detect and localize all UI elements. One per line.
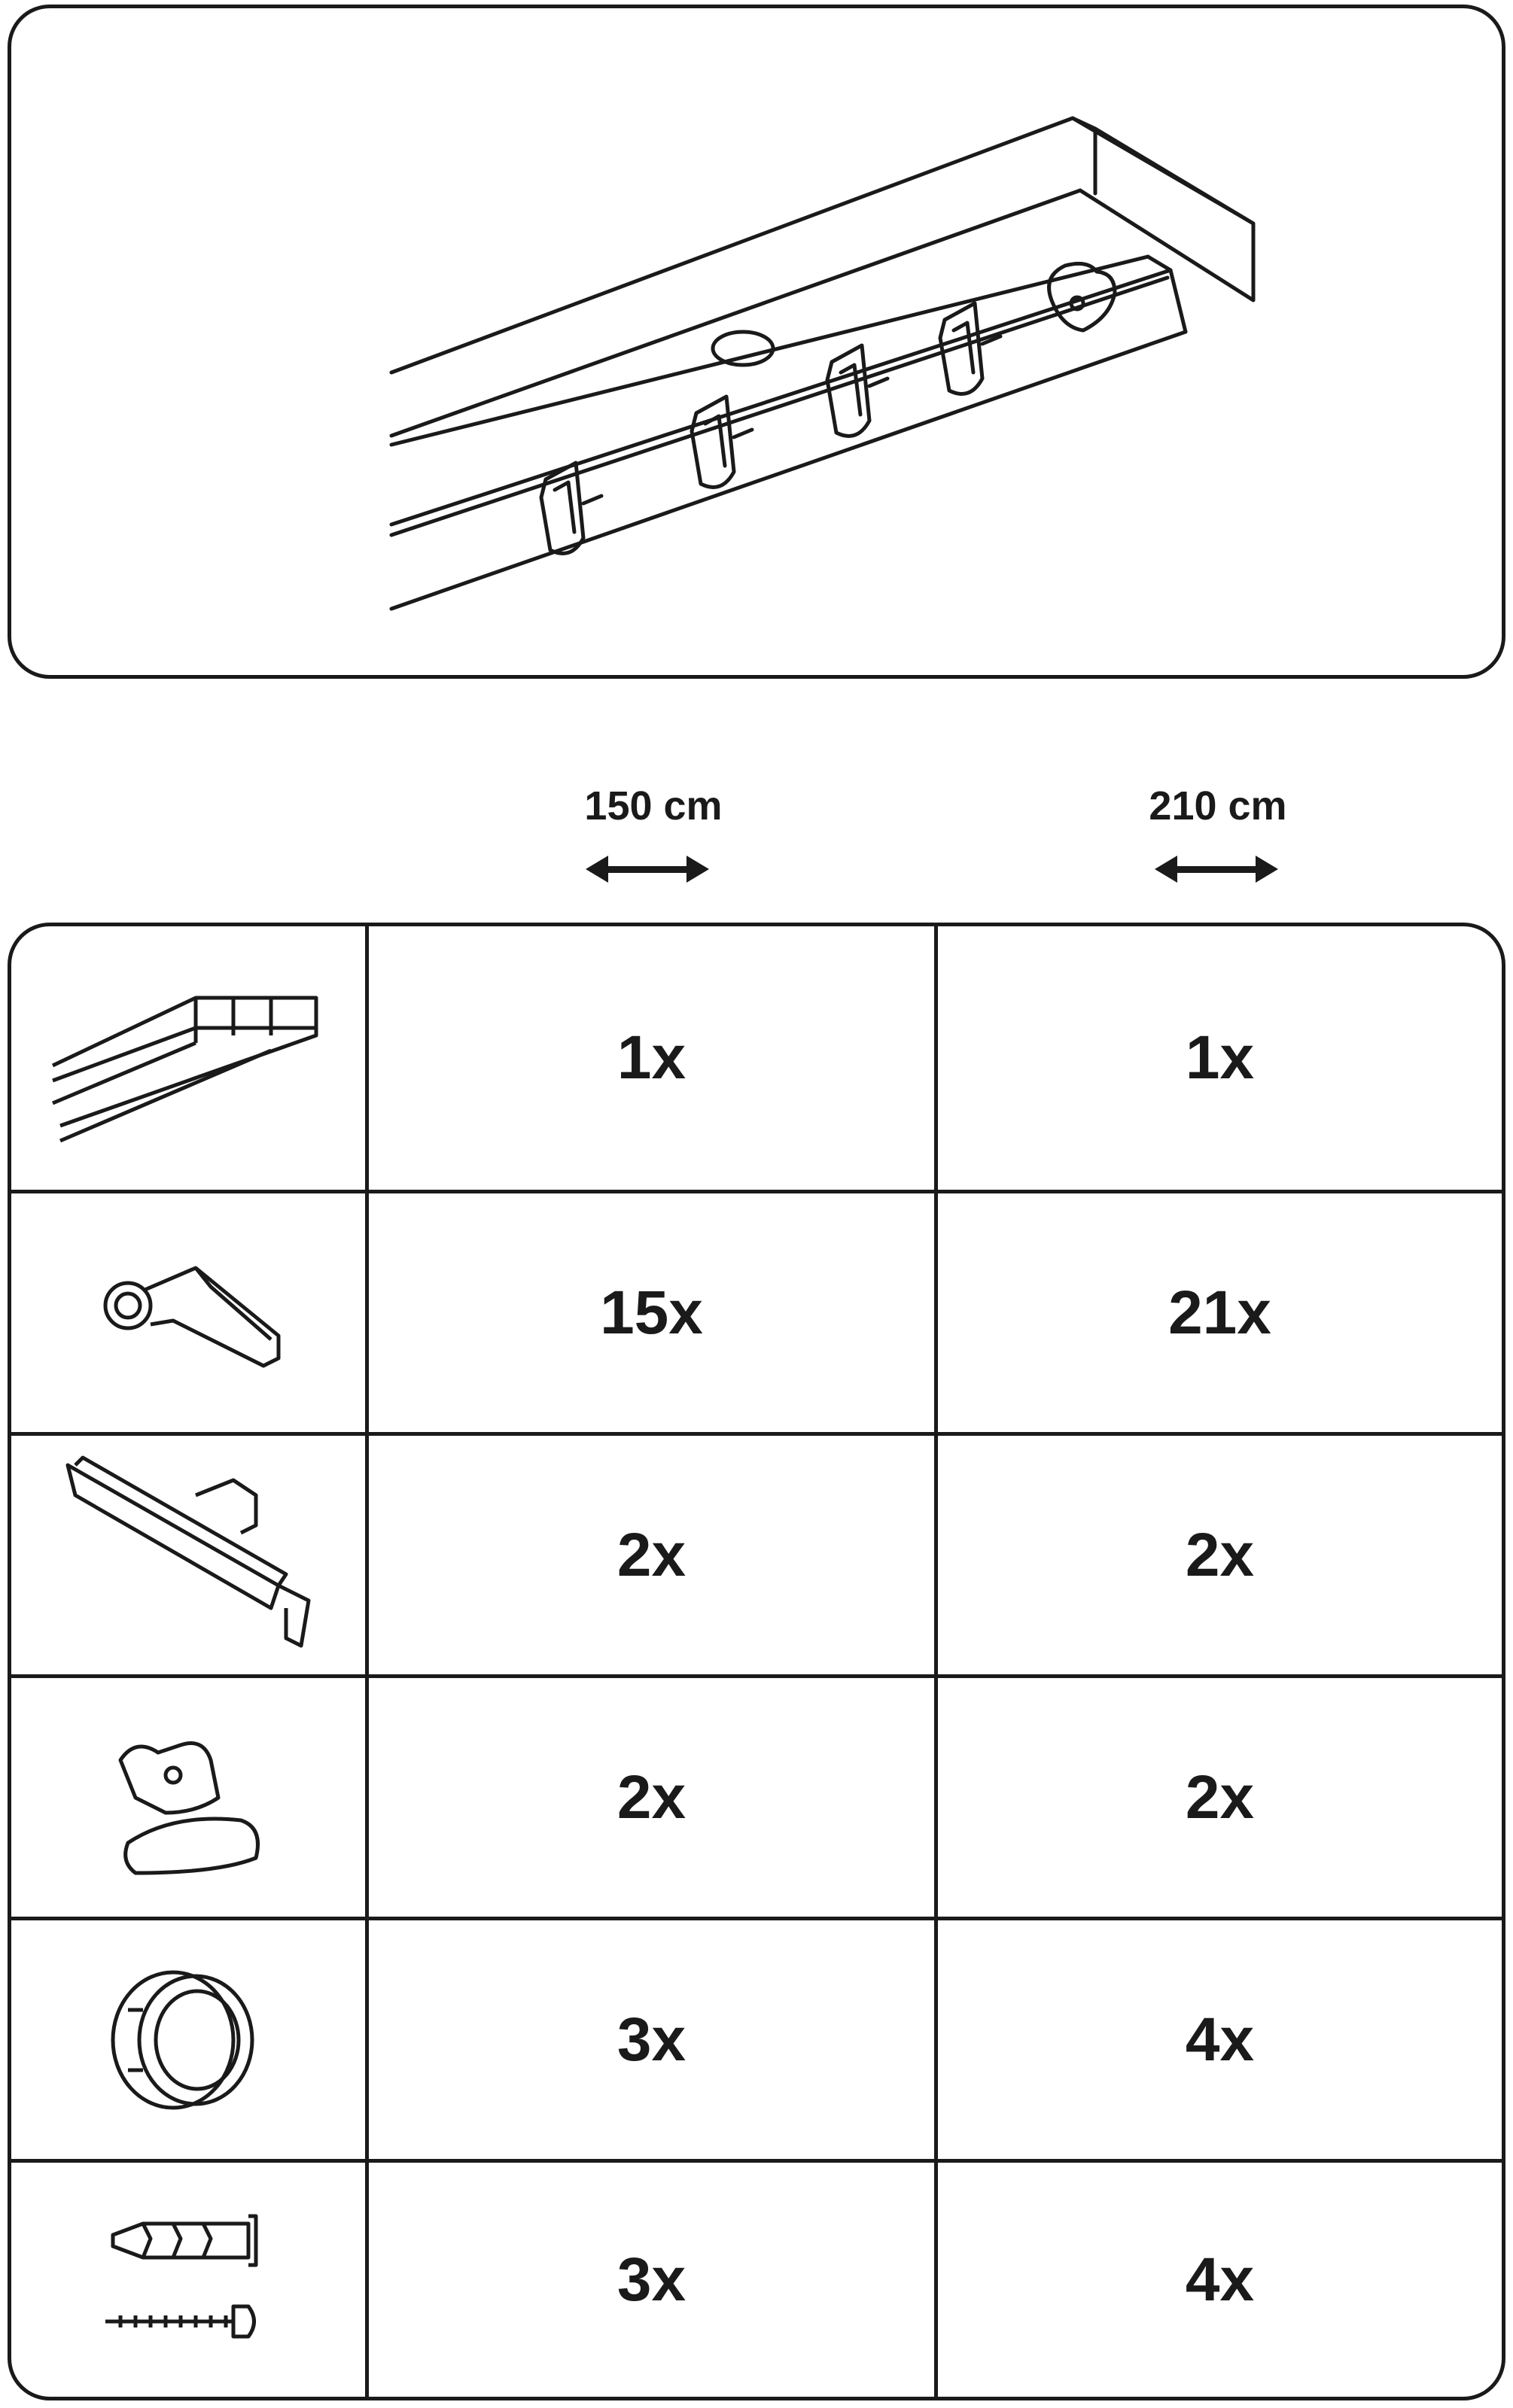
column-header-150cm: 150 cm — [584, 783, 723, 829]
table-row — [11, 1920, 1502, 2159]
quantity-210cm: 21x — [1168, 1278, 1271, 1347]
double-arrow-icon — [1155, 852, 1278, 886]
curtain-track-illustration — [11, 8, 1509, 683]
glider-hook-icon — [11, 1193, 365, 1432]
table-row — [11, 2163, 1502, 2397]
table-row — [11, 1193, 1502, 1432]
quantity-210cm: 2x — [1185, 1762, 1255, 1832]
ceiling-ring-icon — [11, 1920, 365, 2159]
quantity-210cm: 2x — [1185, 1520, 1255, 1589]
quantity-150cm: 2x — [616, 1520, 686, 1589]
end-cap-icon — [11, 1436, 365, 1674]
product-illustration-panel — [8, 5, 1505, 679]
quantity-150cm: 1x — [616, 1023, 686, 1092]
table-row — [11, 926, 1502, 1190]
column-header-210cm: 210 cm — [1149, 783, 1287, 829]
quantity-210cm: 1x — [1185, 1023, 1255, 1092]
quantity-150cm: 3x — [616, 2005, 686, 2074]
double-arrow-icon — [586, 852, 709, 886]
quantity-210cm: 4x — [1185, 2005, 1255, 2074]
table-row — [11, 1436, 1502, 1674]
parts-table — [8, 923, 1505, 2400]
table-row — [11, 1678, 1502, 1917]
quantity-210cm: 4x — [1185, 2245, 1255, 2314]
quantity-150cm: 2x — [616, 1762, 686, 1832]
wing-nut-stopper-icon — [11, 1678, 365, 1917]
quantity-150cm: 3x — [616, 2245, 686, 2314]
quantity-150cm: 15x — [600, 1278, 703, 1347]
dowel-and-screw-icon — [11, 2163, 365, 2397]
track-profile-icon — [11, 926, 365, 1190]
